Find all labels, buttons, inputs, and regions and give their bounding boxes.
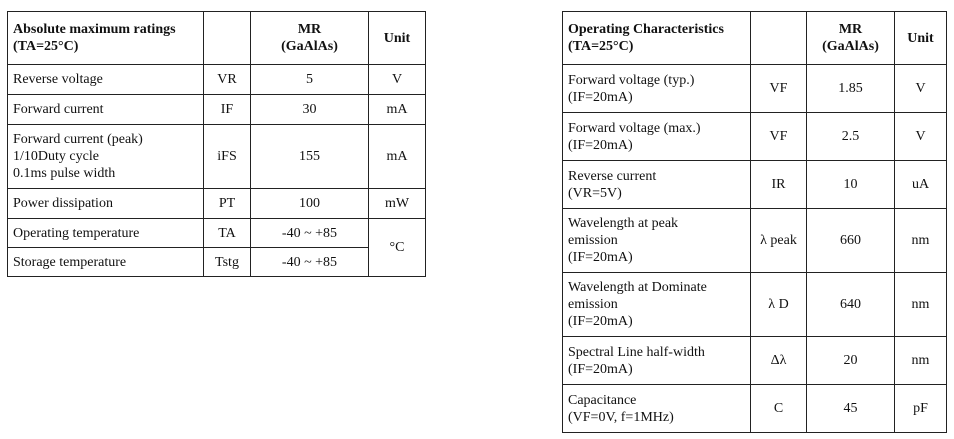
table-row — [8, 219, 426, 248]
param-cell: Wavelength at peak emission (IF=20mA) — [563, 209, 751, 273]
unit-cell: V — [895, 113, 947, 161]
param-cell: Capacitance (VF=0V, f=1MHz) — [563, 385, 751, 433]
symbol-cell: Δλ — [751, 337, 807, 385]
table-row — [563, 113, 947, 161]
param-cell: Power dissipation — [8, 189, 204, 219]
param-cell: Spectral Line half-width (IF=20mA) — [563, 337, 751, 385]
symbol-cell: PT — [204, 189, 251, 219]
value-cell: 20 — [807, 337, 895, 385]
table-row — [8, 95, 426, 125]
empty-header-cell — [751, 12, 807, 65]
value-cell: -40 ~ +85 — [251, 219, 369, 248]
param-cell: Wavelength at Dominate emission (IF=20mA) — [563, 273, 751, 337]
symbol-cell: iFS — [204, 125, 251, 189]
param-cell: Forward current — [8, 95, 204, 125]
table-row — [8, 125, 426, 189]
table-row — [563, 209, 947, 273]
value-cell: 30 — [251, 95, 369, 125]
empty-header-cell — [204, 12, 251, 65]
param-cell: Storage temperature — [8, 248, 204, 277]
param-cell: Reverse voltage — [8, 65, 204, 95]
unit-column-header: Unit — [369, 12, 426, 65]
table-row — [8, 189, 426, 219]
table-row — [563, 161, 947, 209]
value-cell: 5 — [251, 65, 369, 95]
table-title: Operating Characteristics (TA=25°C) — [563, 12, 751, 65]
table-row — [563, 273, 947, 337]
table-row — [563, 385, 947, 433]
unit-cell: pF — [895, 385, 947, 433]
unit-cell: °C — [369, 219, 426, 277]
symbol-cell: VF — [751, 65, 807, 113]
unit-column-header: Unit — [895, 12, 947, 65]
unit-cell: nm — [895, 337, 947, 385]
value-cell: 45 — [807, 385, 895, 433]
param-cell: Forward voltage (max.) (IF=20mA) — [563, 113, 751, 161]
table-header-row — [563, 12, 947, 65]
symbol-cell: IF — [204, 95, 251, 125]
symbol-cell: λ D — [751, 273, 807, 337]
table-title: Absolute maximum ratings (TA=25°C) — [8, 12, 204, 65]
param-cell: Forward current (peak) 1/10Duty cycle 0.1ms pulse width — [8, 125, 204, 189]
unit-cell: V — [369, 65, 426, 95]
value-cell: 640 — [807, 273, 895, 337]
mr-column-header: MR (GaAlAs) — [251, 12, 369, 65]
value-cell: 660 — [807, 209, 895, 273]
table-row — [8, 65, 426, 95]
absolute-maximum-ratings-table — [7, 11, 426, 277]
unit-cell: V — [895, 65, 947, 113]
param-cell: Operating temperature — [8, 219, 204, 248]
param-cell: Forward voltage (typ.) (IF=20mA) — [563, 65, 751, 113]
table-row — [8, 248, 426, 277]
table-row — [563, 65, 947, 113]
table-header-row — [8, 12, 426, 65]
unit-cell: mW — [369, 189, 426, 219]
value-cell: 155 — [251, 125, 369, 189]
unit-cell: mA — [369, 95, 426, 125]
value-cell: 10 — [807, 161, 895, 209]
unit-cell: mA — [369, 125, 426, 189]
symbol-cell: C — [751, 385, 807, 433]
symbol-cell: TA — [204, 219, 251, 248]
value-cell: 2.5 — [807, 113, 895, 161]
symbol-cell: IR — [751, 161, 807, 209]
value-cell: 100 — [251, 189, 369, 219]
table-row — [563, 337, 947, 385]
value-cell: 1.85 — [807, 65, 895, 113]
unit-cell: nm — [895, 273, 947, 337]
symbol-cell: VF — [751, 113, 807, 161]
param-cell: Reverse current (VR=5V) — [563, 161, 751, 209]
operating-characteristics-table — [562, 11, 947, 433]
mr-column-header: MR (GaAlAs) — [807, 12, 895, 65]
symbol-cell: λ peak — [751, 209, 807, 273]
symbol-cell: Tstg — [204, 248, 251, 277]
value-cell: -40 ~ +85 — [251, 248, 369, 277]
unit-cell: uA — [895, 161, 947, 209]
symbol-cell: VR — [204, 65, 251, 95]
unit-cell: nm — [895, 209, 947, 273]
